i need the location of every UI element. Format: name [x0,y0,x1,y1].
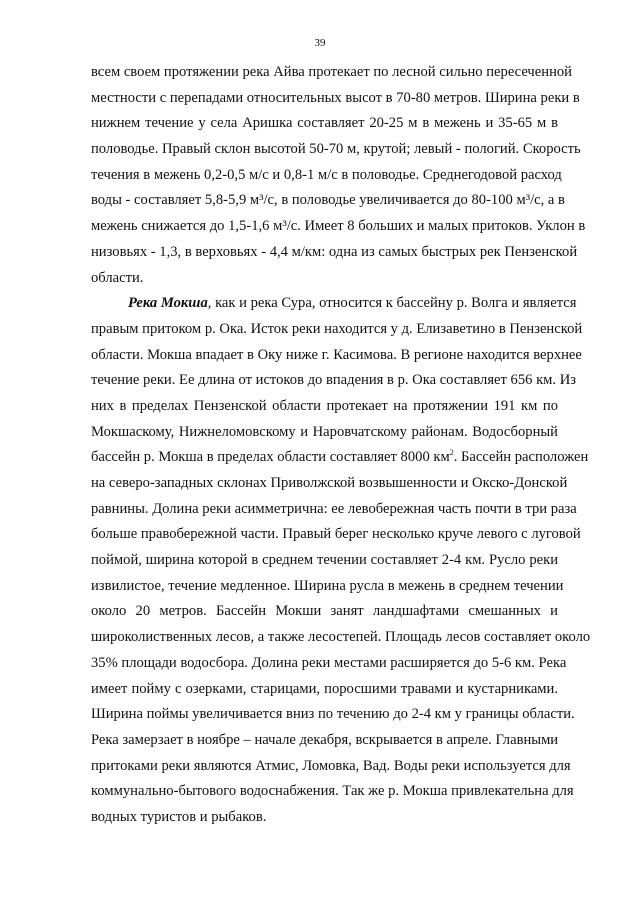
text-line: них в пределах Пензенской области протекает на протяжении 191 км по [91,397,558,414]
text-line: нижнем течение у села Аришка составляет 20-25 м в межень и 35-65 м в [91,115,558,132]
text-line: широколиственных лесов, а также лесостепей. Площадь лесов составляет около [91,629,591,646]
text-line: правым притоком р. Ока. Исток реки находится у д. Елизаветино в Пензенской [91,320,583,337]
text-line: межень снижается до 1,5-1,6 м³/с. Имеет 8 больших и малых притоков. Уклон в [91,218,586,235]
text-line: области. Мокша впадает в Оку ниже г. Касимова. В регионе находится верхнее [91,346,582,363]
text-line: имеет пойму с озерками, старицами, поросшими травами и кустарниками. [91,680,558,697]
superscript: 2 [449,448,454,458]
body-text [91,60,591,831]
text-line: равнины. Долина реки асимметрична: ее левобережная часть почти в три раза [91,500,577,517]
text-line [91,291,577,317]
text-line: воды - составляет 5,8-5,9 м³/с, в половодье увеличивается до 80-100 м³/с, а в [91,192,565,209]
text-line: области. [91,269,144,286]
text-line: Ширина поймы увеличивается вниз по течению до 2-4 км у границы области. [91,706,575,723]
text-line: Река замерзает в ноябре – начале декабря, вскрывается в апреле. Главными [91,731,559,748]
text-line: низовьях - 1,3, в верховьях - 4,4 м/км: одна из самых быстрых рек Пензенской [91,243,578,260]
text-line: извилистое, течение медленное. Ширина русла в межень в среднем течении [91,577,564,594]
text-line: течение реки. Ее длина от истоков до впадения в р. Ока составляет 656 км. Из [91,372,577,389]
text-fragment: . Бассейн расположен [453,449,589,466]
text-line [91,445,589,471]
text-line: больше правобережной части. Правый берег несколько круче левого с луговой [91,526,581,543]
text-line: поймой, ширина которой в среднем течении составляет 2-4 км. Русло реки [91,552,558,569]
paragraph-aiva-river [91,60,586,291]
text-line: на северо-западных склонах Приволжской возвышенности и Окско-Донской [91,475,568,491]
text-line: местности с перепадами относительных высот в 70-80 метров. Ширина реки в [91,89,580,106]
text-line: водных туристов и рыбаков. [91,808,267,825]
text-fragment: бассейн р. Мокша в пределах области составляет 8000 км [91,449,450,466]
text-fragment: , как и река Сура, относится к бассейну р. Волга и является [207,295,577,312]
text-line: всем своем протяжении река Айва протекает по лесной сильно пересеченной [91,64,572,80]
text-line: 35% площади водосбора. Долина реки местами расширяется до 5-6 км. Река [91,654,567,671]
river-name-heading: Река Мокша [128,295,208,312]
text-line: течения в межень 0,2-0,5 м/с и 0,8-1 м/с в половодье. Среднегодовой расход [91,166,562,183]
page-number: 39 [314,37,326,49]
text-line: около 20 метров. Бассейн Мокши занят ландшафтами смешанных и [91,603,558,620]
paragraph-moksha-river [91,291,591,830]
text-line: коммунально-бытового водоснабжения. Так же р. Мокша привлекательна для [91,783,574,800]
text-line: Мокшаскому, Нижнеломовскому и Наровчатскому районам. Водосборный [91,423,558,440]
text-line: притоками реки являются Атмис, Ломовка, Вад. Воды реки используется для [91,757,571,774]
text-line: половодье. Правый склон высотой 50-70 м, крутой; левый - пологий. Скорость [91,141,581,158]
